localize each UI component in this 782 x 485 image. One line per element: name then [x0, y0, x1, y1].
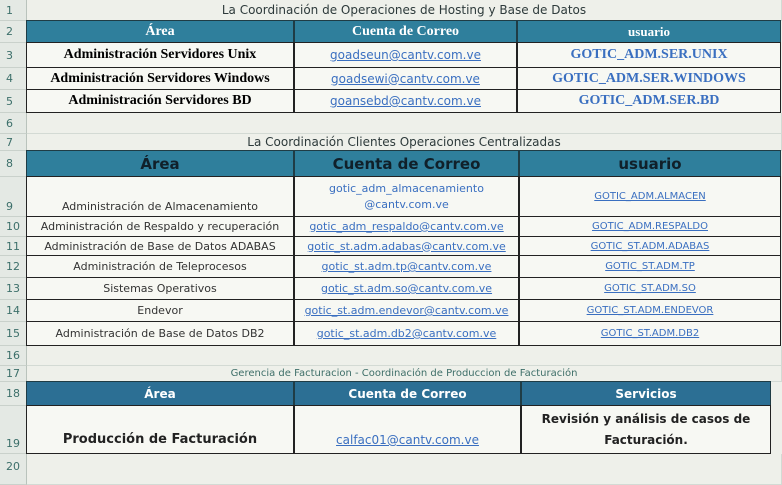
empty-row	[27, 113, 782, 134]
email-link[interactable]: goadsewi@cantv.com.ve	[294, 67, 517, 90]
services-line-1: Revisión y análisis de casos de	[541, 411, 751, 426]
user-link[interactable]: GOTIC_ST.ADM.DB2	[519, 321, 781, 346]
section1-title-row	[27, 0, 782, 21]
user-link[interactable]: GOTIC_ADM.RESPALDO	[519, 216, 781, 237]
table-row	[27, 43, 782, 68]
row-header-5[interactable]: 5	[0, 90, 27, 113]
section2-title[interactable]: La Coordinación Clientes Operaciones Centralizadas	[27, 134, 782, 151]
row-header-3[interactable]: 3	[0, 43, 27, 68]
section2-title-row	[27, 134, 782, 151]
row-header-2[interactable]: 2	[0, 21, 27, 43]
email-link[interactable]: gotic_adm_respaldo@cantv.com.ve	[294, 216, 519, 237]
email-link[interactable]: gotic_st.adm.so@cantv.com.ve	[294, 277, 519, 300]
empty-row	[27, 346, 782, 366]
table-row	[27, 322, 782, 346]
services-line-2: Facturación.	[604, 432, 688, 447]
user-link[interactable]: GOTIC_ST.ADM.TP	[519, 255, 781, 278]
table-row	[27, 217, 782, 237]
user-cell[interactable]: GOTIC_ADM.SER.BD	[517, 89, 781, 113]
section2-header-user[interactable]: usuario	[519, 150, 781, 177]
row-header-7[interactable]: 7	[0, 134, 27, 151]
table-row	[27, 177, 782, 217]
row-header-11[interactable]: 11	[0, 237, 27, 256]
area-cell[interactable]: Administración de Respaldo y recuperación	[26, 216, 294, 237]
empty-cell[interactable]	[27, 346, 782, 366]
section3-header-email[interactable]: Cuenta de Correo	[294, 381, 521, 406]
services-cell[interactable]	[521, 405, 771, 454]
area-cell[interactable]: Producción de Facturación	[26, 405, 294, 454]
user-link[interactable]: GOTIC_ADM.ALMACEN	[519, 176, 781, 217]
user-cell[interactable]: GOTIC_ADM.SER.WINDOWS	[517, 67, 781, 90]
row-header-10[interactable]: 10	[0, 217, 27, 237]
area-cell[interactable]: Sistemas Operativos	[26, 277, 294, 300]
row-header-1[interactable]: 1	[0, 0, 27, 21]
email-link[interactable]: goadseun@cantv.com.ve	[294, 42, 517, 68]
row-header-17[interactable]: 17	[0, 366, 27, 382]
section2-header-row	[27, 151, 782, 177]
table-row	[27, 406, 782, 454]
row-header-13[interactable]: 13	[0, 278, 27, 300]
section1-title[interactable]: La Coordinación de Operaciones de Hosting y Base de Datos	[27, 0, 782, 21]
email-line-1[interactable]: gotic_adm_almacenamiento	[329, 181, 484, 195]
table-row	[27, 90, 782, 113]
empty-cell[interactable]	[27, 113, 782, 134]
section3-header-area[interactable]: Área	[26, 381, 294, 406]
section3-title-row	[27, 366, 782, 382]
area-cell[interactable]: Administración Servidores Windows	[26, 67, 294, 90]
table-row	[27, 300, 782, 322]
row-header-9[interactable]: 9	[0, 177, 27, 217]
table-row	[27, 256, 782, 278]
row-header-6[interactable]: 6	[0, 113, 27, 134]
row-header-12[interactable]: 12	[0, 256, 27, 278]
user-link[interactable]: GOTIC_ST.ADM.SO	[519, 277, 781, 300]
row-header-16[interactable]: 16	[0, 346, 27, 366]
empty-cell[interactable]	[27, 454, 782, 485]
section1-header-area[interactable]: Área	[26, 20, 294, 43]
user-link[interactable]: GOTIC_ST.ADM.ADABAS	[519, 236, 781, 256]
area-cell[interactable]: Administración de Base de Datos DB2	[26, 321, 294, 346]
section1-header-user[interactable]: usuario	[517, 20, 781, 43]
section1-header-email[interactable]: Cuenta de Correo	[294, 20, 517, 43]
section3-header-services[interactable]: Servicios	[521, 381, 771, 406]
area-cell[interactable]: Administración de Almacenamiento	[26, 176, 294, 217]
row-header-8[interactable]: 8	[0, 151, 27, 177]
section3-header-row	[27, 382, 782, 406]
table-row	[27, 278, 782, 300]
table-row	[27, 237, 782, 256]
area-cell[interactable]: Administración Servidores Unix	[26, 42, 294, 68]
row-header-18[interactable]: 18	[0, 382, 27, 406]
email-link[interactable]: gotic_st.adm.endevor@cantv.com.ve	[294, 299, 519, 322]
user-cell[interactable]: GOTIC_ADM.SER.UNIX	[517, 42, 781, 68]
row-header-15[interactable]: 15	[0, 322, 27, 346]
email-link[interactable]: goansebd@cantv.com.ve	[294, 89, 517, 113]
table-row	[27, 68, 782, 90]
email-link[interactable]: gotic_st.adm.db2@cantv.com.ve	[294, 321, 519, 346]
row-header-19[interactable]: 19	[0, 406, 27, 454]
section2-header-email[interactable]: Cuenta de Correo	[294, 150, 519, 177]
email-line-2[interactable]: @cantv.com.ve	[364, 197, 449, 211]
row-header-20[interactable]: 20	[0, 454, 27, 485]
email-link[interactable]: calfac01@cantv.com.ve	[294, 405, 521, 454]
row-header-4[interactable]: 4	[0, 68, 27, 90]
empty-row	[27, 454, 782, 485]
email-link[interactable]: gotic_st.adm.tp@cantv.com.ve	[294, 255, 519, 278]
area-cell[interactable]: Administración Servidores BD	[26, 89, 294, 113]
section1-header-row	[27, 21, 782, 43]
area-cell[interactable]: Endevor	[26, 299, 294, 322]
row-header-14[interactable]: 14	[0, 300, 27, 322]
section3-title[interactable]: Gerencia de Facturacion - Coordinación de Produccion de Facturación	[27, 366, 782, 382]
area-cell[interactable]: Administración de Teleprocesos	[26, 255, 294, 278]
email-cell[interactable]	[294, 176, 519, 217]
area-cell[interactable]: Administración de Base de Datos ADABAS	[26, 236, 294, 256]
user-link[interactable]: GOTIC_ST.ADM.ENDEVOR	[519, 299, 781, 322]
section2-header-area[interactable]: Área	[26, 150, 294, 177]
email-link[interactable]: gotic_st.adm.adabas@cantv.com.ve	[294, 236, 519, 256]
